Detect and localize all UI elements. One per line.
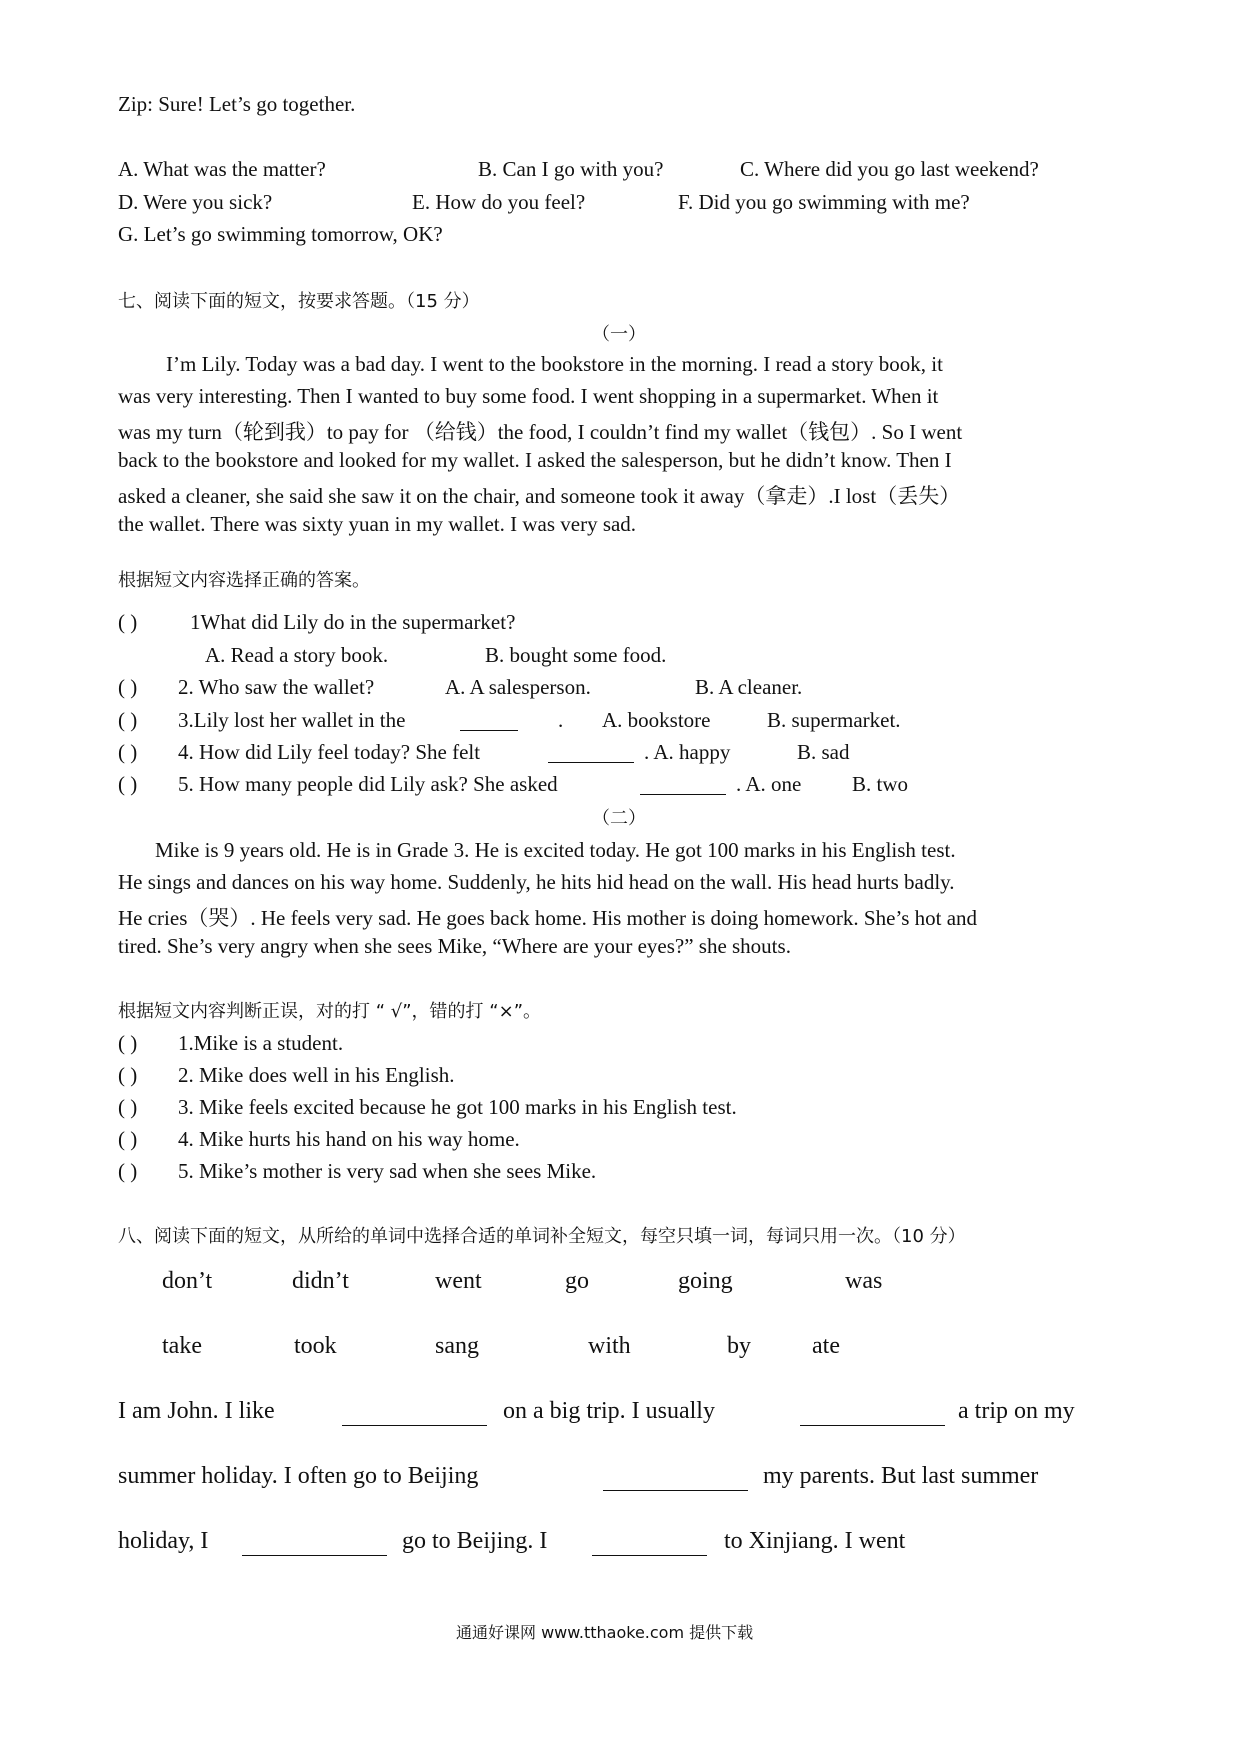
word-bank-item: was — [845, 1268, 883, 1294]
q4-option-a: . A. happy — [644, 740, 731, 764]
q5-paren: ( ) — [118, 772, 138, 796]
word-bank-item: sang — [435, 1333, 479, 1359]
tf2-text: 2. Mike does well in his English. — [178, 1063, 455, 1087]
q3-paren: ( ) — [118, 708, 138, 732]
passage2-line-2: He sings and dances on his way home. Suddenly, he hits hid head on the wall. His head hurts badly. — [118, 870, 955, 894]
tf1-paren: ( ) — [118, 1031, 138, 1055]
cloze-line1-seg2: on a big trip. I usually — [503, 1398, 715, 1424]
cloze-blank-3[interactable] — [603, 1468, 748, 1491]
word-bank-item: take — [162, 1333, 202, 1359]
tf5-paren: ( ) — [118, 1159, 138, 1183]
passage2-line-1: Mike is 9 years old. He is in Grade 3. He is excited today. He got 100 marks in his English test. — [155, 838, 956, 862]
passage1-line-2: was very interesting. Then I wanted to buy some food. I went shopping in a supermarket. When it — [118, 384, 939, 408]
q5-option-b: B. two — [852, 772, 909, 796]
section7-title: 七、阅读下面的短文，按要求答题。（15 分） — [118, 291, 480, 312]
q4-text: 4. How did Lily feel today? She felt — [178, 740, 481, 764]
q1-option-a: A. Read a story book. — [205, 643, 389, 667]
q1-text: 1What did Lily do in the supermarket? — [190, 610, 516, 634]
word-bank-item: didn’t — [292, 1268, 349, 1294]
option-d: D. Were you sick? — [118, 190, 273, 214]
cloze-blank-1[interactable] — [342, 1403, 487, 1426]
cloze-line3-seg2: go to Beijing. I — [402, 1528, 548, 1554]
instruction1: 根据短文内容选择正确的答案。 — [118, 570, 370, 591]
word-bank-item: took — [294, 1333, 337, 1359]
word-bank-item: ate — [812, 1333, 840, 1359]
q5-option-a: . A. one — [736, 772, 802, 796]
cloze-blank-5[interactable] — [592, 1533, 707, 1556]
q3-period: . — [558, 708, 564, 732]
passage1-line-5: asked a cleaner, she said she saw it on the chair, and someone took it away（拿走）.I lost（丢失） — [118, 484, 961, 508]
option-c: C. Where did you go last weekend? — [740, 157, 1039, 181]
q2-option-a: A. A salesperson. — [445, 675, 591, 699]
footer-text: 通通好课网 www.tthaoke.com 提供下载 — [456, 1623, 754, 1642]
word-bank-item: with — [588, 1333, 631, 1359]
cloze-blank-4[interactable] — [242, 1533, 387, 1556]
instruction2: 根据短文内容判断正误，对的打 “ √”，错的打 “×”。 — [118, 1001, 542, 1022]
passage1-line-4: back to the bookstore and looked for my wallet. I asked the salesperson, but he didn’t know. Then I — [118, 448, 952, 472]
q5-text: 5. How many people did Lily ask? She asked — [178, 772, 558, 796]
passage1-line-1 — [118, 352, 1118, 377]
part2-label: （二） — [592, 808, 646, 829]
option-a: A. What was the matter? — [118, 157, 326, 181]
q4-blank[interactable] — [548, 744, 634, 763]
q3-blank[interactable] — [460, 712, 518, 731]
tf2-paren: ( ) — [118, 1063, 138, 1087]
q3-option-b: B. supermarket. — [767, 708, 901, 732]
tf3-text: 3. Mike feels excited because he got 100 marks in his English test. — [178, 1095, 737, 1119]
cloze-line1-seg3: a trip on my — [958, 1398, 1075, 1424]
word-bank-item: go — [565, 1268, 589, 1294]
passage2-line-4: tired. She’s very angry when she sees Mike, “Where are your eyes?” she shouts. — [118, 934, 791, 958]
tf4-paren: ( ) — [118, 1127, 138, 1151]
part1-label: （一） — [592, 324, 646, 345]
option-b: B. Can I go with you? — [478, 157, 664, 181]
q5-blank[interactable] — [640, 776, 726, 795]
cloze-line3-seg3: to Xinjiang. I went — [724, 1528, 906, 1554]
option-e: E. How do you feel? — [412, 190, 586, 214]
q1-option-b: B. bought some food. — [485, 643, 667, 667]
passage1-text-1: I’m Lily. Today was a bad day. I went to the bookstore in the morning. I read a story book, it — [166, 352, 943, 376]
word-bank-item: went — [435, 1268, 482, 1294]
cloze-line3-seg1: holiday, I — [118, 1528, 209, 1554]
q4-option-b: B. sad — [797, 740, 850, 764]
cloze-line1-seg1: I am John. I like — [118, 1398, 275, 1424]
q1-paren: ( ) — [118, 610, 138, 634]
passage2-line-3: He cries（哭）. He feels very sad. He goes back home. His mother is doing homework. She’s hot and — [118, 906, 978, 930]
word-bank-item: by — [727, 1333, 751, 1359]
passage1-line-6: the wallet. There was sixty yuan in my wallet. I was very sad. — [118, 512, 637, 536]
word-bank-item: going — [678, 1268, 733, 1294]
option-g: G. Let’s go swimming tomorrow, OK? — [118, 222, 443, 246]
q2-option-b: B. A cleaner. — [695, 675, 803, 699]
q2-paren: ( ) — [118, 675, 138, 699]
tf4-text: 4. Mike hurts his hand on his way home. — [178, 1127, 520, 1151]
tf1-text: 1.Mike is a student. — [178, 1031, 344, 1055]
dialog-line: Zip: Sure! Let’s go together. — [118, 92, 356, 116]
cloze-line2-seg2: my parents. But last summer — [763, 1463, 1039, 1489]
passage1-line-3: was my turn（轮到我）to pay for （给钱）the food, I couldn’t find my wallet（钱包）. So I went — [118, 420, 963, 444]
word-bank-item: don’t — [162, 1268, 213, 1294]
cloze-line2-seg1: summer holiday. I often go to Beijing — [118, 1463, 479, 1489]
q3-text: 3.Lily lost her wallet in the — [178, 708, 406, 732]
option-f: F. Did you go swimming with me? — [678, 190, 970, 214]
cloze-blank-2[interactable] — [800, 1403, 945, 1426]
tf3-paren: ( ) — [118, 1095, 138, 1119]
tf5-text: 5. Mike’s mother is very sad when she sees Mike. — [178, 1159, 597, 1183]
q3-option-a: A. bookstore — [602, 708, 711, 732]
q2-text: 2. Who saw the wallet? — [178, 675, 375, 699]
section8-title: 八、阅读下面的短文，从所给的单词中选择合适的单词补全短文，每空只填一词，每词只用一次。（10 分） — [118, 1226, 966, 1247]
q4-paren: ( ) — [118, 740, 138, 764]
